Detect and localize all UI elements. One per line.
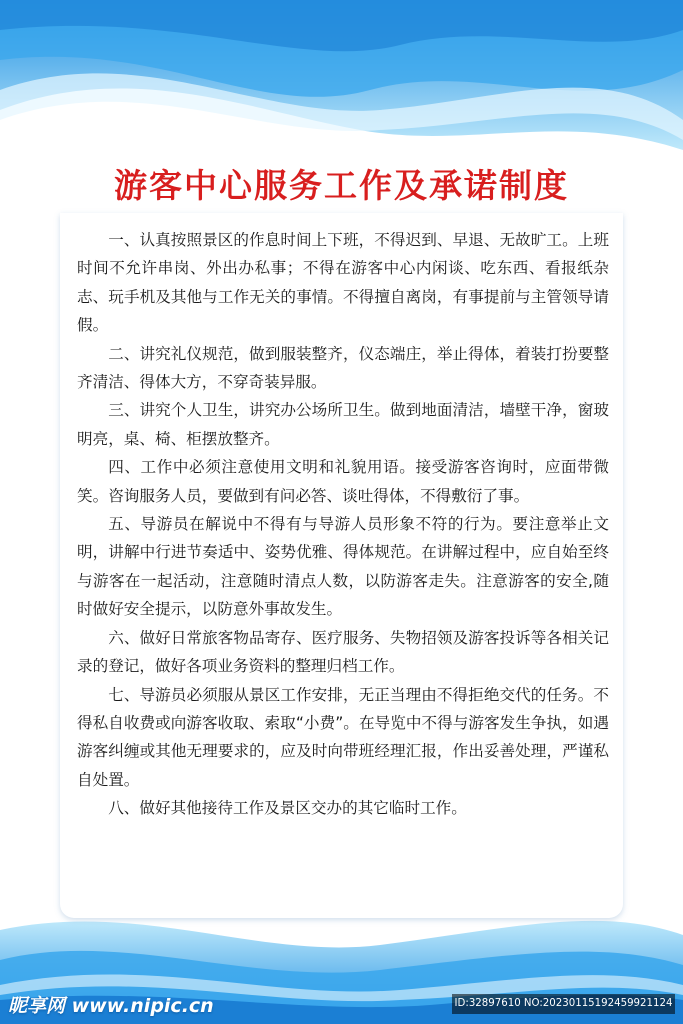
paragraph-7: 七、导游员必须服从景区工作安排，无正当理由不得拒绝交代的任务。不得私自收费或向游客收取、索取“小费”。在导览中不得与游客发生争执，如遇游客纠缠或其他无理要求的，应及时向带班经理汇报，作出妥善处理，严谨私自处置。 bbox=[77, 685, 609, 789]
paragraph-1: 一、认真按照景区的作息时间上下班，不得迟到、早退、无故旷工。上班时间不允许串岗、外出办私事；不得在游客中心内闲谈、吃东西、看报纸杂志、玩手机及其他与工作无关的事情。不得擅自离岗，有事提前与主管领导请假。 bbox=[77, 231, 609, 335]
paragraph-5: 五、导游员在解说中不得有与导游人员形象不符的行为。要注意举止文明，讲解中行进节奏适中、姿势优雅、得体规范。在讲解过程中，应自始至终与游客在一起活动，注意随时清点人数，以防游客走失。注意游客的安全,随时做好安全提示，以防意外事故发生。 bbox=[77, 515, 609, 619]
paragraph-4: 四、工作中必须注意使用文明和礼貌用语。接受游客咨询时，应面带微笑。咨询服务人员，要做到有问必答、谈吐得体，不得敷衍了事。 bbox=[77, 458, 609, 505]
page-title: 游客中心服务工作及承诺制度 bbox=[114, 166, 569, 205]
site-watermark: 昵享网 www.nipic.cn bbox=[8, 995, 214, 1017]
paragraph-3: 三、讲究个人卫生，讲究办公场所卫生。做到地面清洁，墙壁干净，窗玻明亮，桌、椅、柜摆放整齐。 bbox=[77, 401, 609, 448]
document-body bbox=[77, 226, 609, 823]
image-id-bar: ID:32897610 NO:20230115192459921124 bbox=[452, 994, 675, 1014]
paragraph-2: 二、讲究礼仪规范，做到服装整齐，仪态端庄，举止得体，着装打扮要整齐清洁、得体大方，不穿奇装异服。 bbox=[77, 344, 609, 392]
paragraph-6: 六、做好日常旅客物品寄存、医疗服务、失物招领及游客投诉等各相关记录的登记，做好各项业务资料的整理归档工作。 bbox=[77, 628, 609, 676]
paragraph-8: 八、做好其他接待工作及景区交办的其它临时工作。 bbox=[108, 799, 467, 818]
